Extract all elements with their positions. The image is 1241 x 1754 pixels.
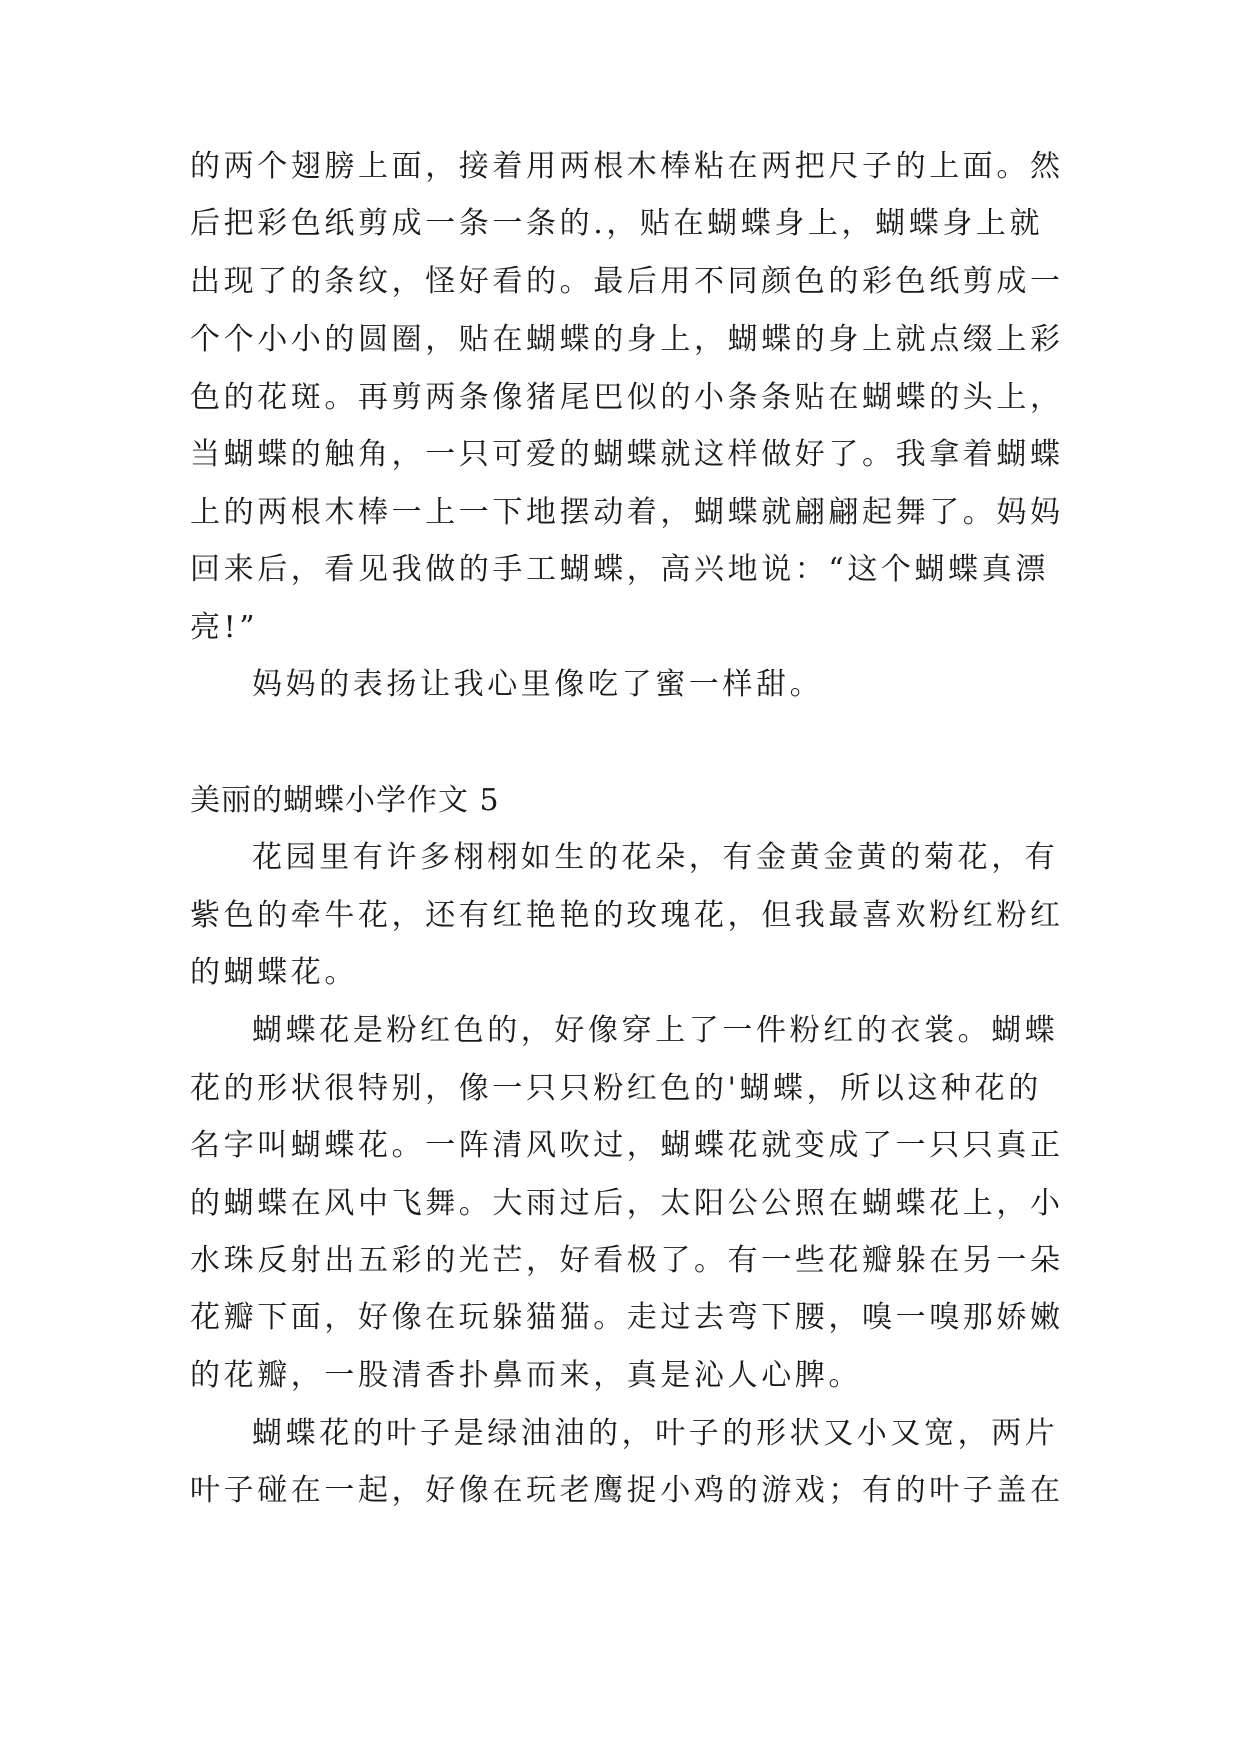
paragraph-line: 的蝴蝶在风中飞舞。大雨过后，太阳公公照在蝴蝶花上，小: [190, 1186, 1064, 1221]
paragraph-line: 上的两根木棒一上一下地摆动着，蝴蝶就翩翩起舞了。妈妈: [190, 495, 1064, 530]
paragraph-line: 紫色的牵牛花，还有红艳艳的玫瑰花，但我最喜欢粉红粉红: [190, 898, 1064, 933]
paragraph-line: 妈妈的表扬让我心里像吃了蜜一样甜。: [252, 667, 824, 702]
paragraph-line: 亮!”: [190, 610, 259, 645]
paragraph-line: 花的形状很特别，像一只只粉红色的'蝴蝶，所以这种花的: [190, 1071, 1042, 1106]
paragraph-line: 的两个翅膀上面，接着用两根木棒粘在两把尺子的上面。然: [190, 149, 1064, 184]
paragraph-line: 的花瓣，一股清香扑鼻而来，真是沁人心脾。: [190, 1358, 862, 1393]
paragraph-line: 蝴蝶花是粉红色的，好像穿上了一件粉红的衣裳。蝴蝶: [252, 1013, 1059, 1048]
paragraph-line: 名字叫蝴蝶花。一阵清风吹过，蝴蝶花就变成了一只只真正: [190, 1128, 1064, 1163]
paragraph-line: 后把彩色纸剪成一条一条的.，贴在蝴蝶身上，蝴蝶身上就: [190, 206, 1044, 241]
essay-heading: 美丽的蝴蝶小学作文 5: [190, 783, 500, 818]
paragraph-line: 水珠反射出五彩的光芒，好看极了。有一些花瓣躲在另一朵: [190, 1243, 1064, 1278]
paragraph-line: 叶子碰在一起，好像在玩老鹰捉小鸡的游戏；有的叶子盖在: [190, 1473, 1064, 1508]
paragraph-line: 色的花斑。再剪两条像猪尾巴似的小条条贴在蝴蝶的头上，: [190, 380, 1064, 415]
paragraph-line: 当蝴蝶的触角，一只可爱的蝴蝶就这样做好了。我拿着蝴蝶: [190, 437, 1064, 472]
paragraph-line: 回来后，看见我做的手工蝴蝶，高兴地说：“这个蝴蝶真漂: [190, 552, 1049, 587]
paragraph-line: 出现了的条纹，怪好看的。最后用不同颜色的彩色纸剪成一: [190, 264, 1064, 299]
paragraph-line: 蝴蝶花的叶子是绿油油的，叶子的形状又小又宽，两片: [252, 1416, 1059, 1451]
paragraph-line: 个个小小的圆圈，贴在蝴蝶的身上，蝴蝶的身上就点缀上彩: [190, 322, 1064, 357]
paragraph-line: 花园里有许多栩栩如生的花朵，有金黄金黄的菊花，有: [252, 840, 1059, 875]
paragraph-line: 花瓣下面，好像在玩躲猫猫。走过去弯下腰，嗅一嗅那娇嫩: [190, 1300, 1064, 1335]
paragraph-line: 的蝴蝶花。: [190, 955, 358, 990]
